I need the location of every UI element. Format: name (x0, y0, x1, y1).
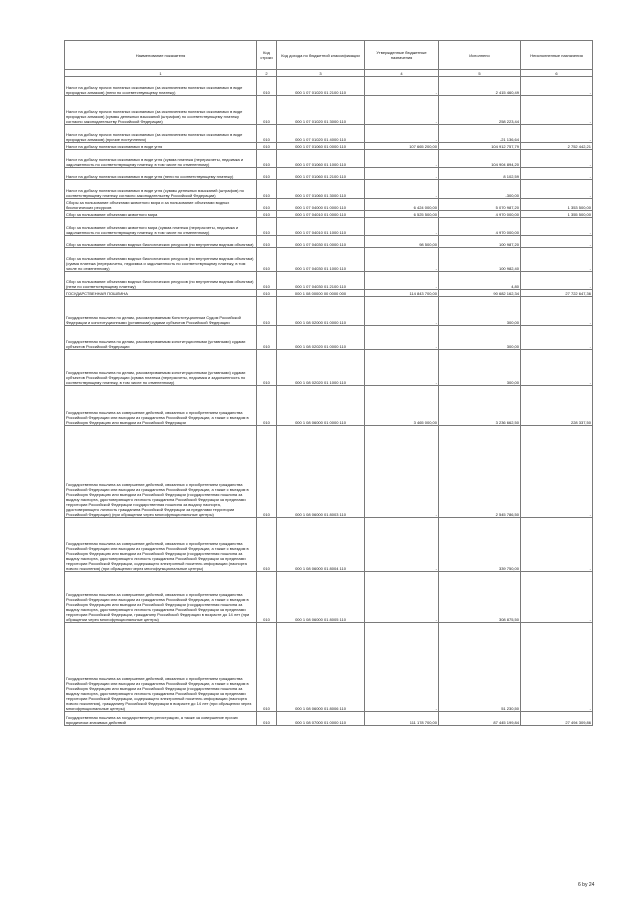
row-line-code: 010 (257, 236, 277, 248)
row-executed: 308 875,50 (439, 572, 521, 623)
row-budget-code: 000 1 07 04030 01 2100 110 (277, 272, 365, 290)
table-row (65, 150, 593, 168)
header-budget-code: Код дохода по бюджетной классификации (277, 41, 365, 70)
row-name: Сбор за пользование объектами водных биологических ресурсов (по внутренним водным объектам) (сумма платежа (перерасчеты, недоимка и задолженность по соответствующему платежу, в том числе по отмененному) (65, 248, 257, 272)
row-line-code: 010 (257, 168, 277, 180)
row-line-code: 010 (257, 248, 277, 272)
row-unexecuted: - (521, 77, 593, 96)
row-budget-code: 000 1 08 06000 01 0000 110 (277, 386, 365, 426)
row-line-code: 010 (257, 623, 277, 712)
row-approved: - (365, 96, 439, 125)
table-row (65, 272, 593, 290)
table-row (65, 248, 593, 272)
table-row (65, 623, 593, 712)
row-name: Сбор за пользование объектами водных биологических ресурсов (по внутренним водным объектам) (65, 236, 257, 248)
row-unexecuted: 27 722 647,36 (521, 290, 593, 297)
row-budget-code: 000 1 07 04030 01 1000 110 (277, 248, 365, 272)
row-approved: - (365, 168, 439, 180)
column-number: 6 (521, 70, 593, 77)
row-unexecuted: - (521, 272, 593, 290)
row-budget-code: 000 1 07 04010 01 0000 110 (277, 211, 365, 218)
row-line-code: 010 (257, 218, 277, 236)
row-executed: 3 236 662,50 (439, 386, 521, 426)
row-budget-code: 000 1 07 01020 01 4000 110 (277, 125, 365, 143)
table-row (65, 426, 593, 518)
row-name: Государственная пошлина за совершение действий, связанных с приобретением гражданства Российской Федерации или выходом из гражданства Российской Федерации, а также с въездом в Российскую Федерацию или выездом из Российской Федерации (государственная пошлина за выдачу паспорта, удостоверяющего личность гражданина Российской Федерации за пределами территории Российской Федерации государственная пошлина за выдачу паспорта, удостоверяющего личность гражданина Российской Федерации за пределами территории Российской Федерации) (при обращении через многофункциональные центры) (65, 426, 257, 518)
row-executed: 4 970 000,00 (439, 218, 521, 236)
row-line-code: 010 (257, 272, 277, 290)
row-name: Налог на добычу прочих полезных ископаемых (за исключением полезных ископаемых в виде природных алмазов) (прочие поступления) (65, 125, 257, 143)
row-budget-code: 000 1 07 01020 01 2100 110 (277, 77, 365, 96)
row-unexecuted: - (521, 572, 593, 623)
table-row (65, 518, 593, 572)
row-line-code: 010 (257, 211, 277, 218)
row-budget-code: 000 1 07 04000 01 0000 110 (277, 199, 365, 211)
row-line-code: 010 (257, 96, 277, 125)
row-unexecuted: 27 494 309,86 (521, 712, 593, 726)
header-approved: Утвержденные бюджетные назначения (365, 41, 439, 70)
row-executed: 258 223,44 (439, 96, 521, 125)
row-executed: 51 230,50 (439, 623, 521, 712)
row-executed: 2 415 460,49 (439, 77, 521, 96)
row-executed: 104 904 894,20 (439, 150, 521, 168)
row-budget-code: 000 1 08 06000 01 8005 110 (277, 572, 365, 623)
table-row (65, 218, 593, 236)
row-executed: 2 545 786,50 (439, 426, 521, 518)
row-name: Налог на добычу полезных ископаемых в виде угля (суммы денежных взысканий (штрафов) по соответствующему платежу согласно законодательству Российской Федерации) (65, 180, 257, 199)
row-line-code: 010 (257, 143, 277, 150)
row-name: Государственная пошлина по делам, рассматриваемым конституционными (уставными) судами субъектов Российской Федерации (65, 326, 257, 350)
row-executed: 8 102,59 (439, 168, 521, 180)
header-unexecuted: Неисполненные назначения (521, 41, 593, 70)
row-budget-code: 000 1 08 06000 01 8004 110 (277, 518, 365, 572)
table-row (65, 290, 593, 297)
row-executed: 300,00 (439, 326, 521, 350)
row-line-code: 010 (257, 350, 277, 386)
row-budget-code: 000 1 07 01020 01 3000 110 (277, 96, 365, 125)
row-unexecuted: 228 337,50 (521, 386, 593, 426)
row-line-code: 010 (257, 572, 277, 623)
row-approved: 107 665 200,00 (365, 143, 439, 150)
row-budget-code: 000 1 08 06000 01 8006 110 (277, 623, 365, 712)
row-name: Государственная пошлина за совершение действий, связанных с приобретением гражданства Российской Федерации или выходом из гражданства Российской Федерации, а также с въездом в Российскую Федерацию или выездом из Российской Федерации (государственная пошлина за выдачу паспорта, удостоверяющего личность гражданина Российской Федерации за пределами территории Российской Федерации, содержащего электронный носитель информации (паспорта нового поколения), гражданину Российской Федерации в возрасте до 14 лет (при обращении через многофункциональные центры) (65, 623, 257, 712)
row-executed: -21 136,64 (439, 125, 521, 143)
row-name: Налог на добычу полезных ископаемых в виде угля (пени по соответствующему платежу) (65, 168, 257, 180)
row-executed: 4 970 000,00 (439, 211, 521, 218)
row-approved: - (365, 350, 439, 386)
row-name: Сбор за пользование объектами животного мира (65, 211, 257, 218)
column-number: 5 (439, 70, 521, 77)
row-unexecuted: - (521, 125, 593, 143)
row-approved: - (365, 297, 439, 326)
row-executed: 4,80 (439, 272, 521, 290)
row-name: Налог на добычу полезных ископаемых в виде угля (65, 143, 257, 150)
row-approved: - (365, 218, 439, 236)
row-approved: - (365, 623, 439, 712)
row-budget-code: 000 1 07 01060 01 0000 110 (277, 143, 365, 150)
row-name: Сборы за пользование объектами животного мира и за пользование объектами водных биологических ресурсов (65, 199, 257, 211)
row-name: Налог на добычу прочих полезных ископаемых (за исключением полезных ископаемых в виде природных алмазов) (суммы денежных взысканий (штрафов) по соответствующему платежу согласно законодательству Российской Федерации) (65, 96, 257, 125)
row-budget-code: 000 1 08 02020 01 1000 110 (277, 350, 365, 386)
budget-execution-table (64, 40, 593, 726)
row-name: Налог на добычу полезных ископаемых в виде угля (сумма платежа (перерасчеты, недоимка и задолженность по соответствующему платежу, в том числе по отмененному) (65, 150, 257, 168)
table-body (65, 77, 593, 726)
header-indicator-name: Наименование показателя (65, 41, 257, 70)
row-unexecuted: - (521, 168, 593, 180)
row-budget-code: 000 1 07 01060 01 3000 110 (277, 180, 365, 199)
row-approved: - (365, 125, 439, 143)
table-row (65, 96, 593, 125)
row-executed: 100 987,20 (439, 236, 521, 248)
row-unexecuted: - (521, 96, 593, 125)
row-unexecuted: - (521, 297, 593, 326)
row-unexecuted: 1 355 500,00 (521, 211, 593, 218)
row-executed: 100 982,40 (439, 248, 521, 272)
row-executed: 87 445 199,84 (439, 712, 521, 726)
row-line-code: 010 (257, 712, 277, 726)
row-name: Государственная пошлина за государственную регистрацию, а также за совершение прочих юридически значимых действий (65, 712, 257, 726)
row-name: Государственная пошлина за совершение действий, связанных с приобретением гражданства Российской Федерации или выходом из гражданства Российской Федерации, а также с въездом в Российскую Федерацию или выездом из Российской Федерации (государственная пошлина за выдачу паспорта, удостоверяющего личность гражданина Российской Федерации за пределами территории Российской Федерации, гражданину Российской Федерации в возрасте до 14 лет (при обращении через многофункциональные центры) (65, 572, 257, 623)
row-executed: 90 682 162,34 (439, 290, 521, 297)
table-row (65, 297, 593, 326)
table-row (65, 326, 593, 350)
column-number-row (65, 70, 593, 77)
row-unexecuted: - (521, 350, 593, 386)
row-line-code: 010 (257, 426, 277, 518)
header-line-code: Код строки (257, 41, 277, 70)
row-budget-code: 000 1 08 06000 01 8003 110 (277, 426, 365, 518)
row-approved: 114 843 700,00 (365, 290, 439, 297)
table-row (65, 168, 593, 180)
row-unexecuted: - (521, 236, 593, 248)
row-line-code: 010 (257, 518, 277, 572)
row-unexecuted: - (521, 218, 593, 236)
row-budget-code: 000 1 08 07000 01 0000 110 (277, 712, 365, 726)
row-unexecuted: - (521, 623, 593, 712)
row-unexecuted: - (521, 150, 593, 168)
table-row (65, 350, 593, 386)
row-approved: - (365, 518, 439, 572)
table-row (65, 386, 593, 426)
row-unexecuted: - (521, 426, 593, 518)
table-row (65, 125, 593, 143)
row-name: Сбор за пользование объектами животного мира (сумма платежа (перерасчеты, недоимка и задолженность по соответствующему платежу, в том числе по отмененному) (65, 218, 257, 236)
row-name: Сбор за пользование объектами водных биологических ресурсов (по внутренним водным объектам) (пени по соответствующему платежу) (65, 272, 257, 290)
row-unexecuted: - (521, 248, 593, 272)
row-approved: - (365, 180, 439, 199)
row-executed: 104 912 757,79 (439, 143, 521, 150)
row-approved: - (365, 150, 439, 168)
row-line-code: 010 (257, 297, 277, 326)
row-approved: - (365, 77, 439, 96)
row-line-code: 010 (257, 326, 277, 350)
row-executed: 339 750,00 (439, 518, 521, 572)
row-line-code: 010 (257, 386, 277, 426)
table-row (65, 77, 593, 96)
row-budget-code: 000 1 07 04010 01 1000 110 (277, 218, 365, 236)
column-number: 2 (257, 70, 277, 77)
row-approved: 6 525 500,00 (365, 211, 439, 218)
page-number: 6 by 24 (578, 882, 595, 888)
column-number: 1 (65, 70, 257, 77)
row-approved: 111 178 700,00 (365, 712, 439, 726)
row-budget-code: 000 1 07 01060 01 2100 110 (277, 168, 365, 180)
row-approved: 3 465 000,00 (365, 386, 439, 426)
row-approved: - (365, 272, 439, 290)
row-line-code: 010 (257, 125, 277, 143)
header-executed: Исполнено (439, 41, 521, 70)
row-unexecuted: - (521, 180, 593, 199)
row-approved: 6 424 000,00 (365, 199, 439, 211)
row-approved: - (365, 248, 439, 272)
row-approved: 98 500,00 (365, 236, 439, 248)
row-line-code: 010 (257, 199, 277, 211)
column-number: 3 (277, 70, 365, 77)
table-row (65, 143, 593, 150)
row-name: Государственная пошлина за совершение действий, связанных с приобретением гражданства Российской Федерации или выходом из гражданства Российской Федерации, а также с въездом в Российскую Федерацию или выездом из Российской Федерации (65, 386, 257, 426)
column-number: 4 (365, 70, 439, 77)
row-unexecuted: - (521, 326, 593, 350)
row-unexecuted: 1 353 500,00 (521, 199, 593, 211)
table-row (65, 572, 593, 623)
row-line-code: 010 (257, 180, 277, 199)
row-executed: -300,00 (439, 180, 521, 199)
table-row (65, 236, 593, 248)
row-budget-code: 000 1 08 02020 01 0000 110 (277, 326, 365, 350)
table-row (65, 712, 593, 726)
row-executed: 300,00 (439, 297, 521, 326)
row-approved: - (365, 426, 439, 518)
row-unexecuted: - (521, 518, 593, 572)
row-budget-code: 000 1 07 04030 01 0000 110 (277, 236, 365, 248)
table-row (65, 199, 593, 211)
row-approved: - (365, 572, 439, 623)
header-row (65, 41, 593, 70)
row-name: Государственная пошлина за совершение действий, связанных с приобретением гражданства Российской Федерации или выходом из гражданства Российской Федерации, а также с въездом в Российскую Федерацию или выездом из Российской Федерации (государственная пошлина за выдачу паспорта, удостоверяющего личность гражданина Российской Федерации за пределами территории Российской Федерации, содержащего электронный носитель информации (паспорта нового поколения) (при обращении через многофункциональные центры) (65, 518, 257, 572)
row-approved: - (365, 326, 439, 350)
row-line-code: 010 (257, 77, 277, 96)
table-row (65, 180, 593, 199)
row-line-code: 010 (257, 290, 277, 297)
row-budget-code: 000 1 08 02000 01 0000 110 (277, 297, 365, 326)
row-budget-code: 000 1 08 00000 00 0000 000 (277, 290, 365, 297)
row-name: Государственная пошлина по делам, рассматриваемым Конституционным Судом Российской Федерации и конституционными (уставными) судами субъектов Российской Федерации (65, 297, 257, 326)
row-unexecuted: 2 752 442,21 (521, 143, 593, 150)
row-budget-code: 000 1 07 01060 01 1000 110 (277, 150, 365, 168)
table-row (65, 211, 593, 218)
row-name: ГОСУДАРСТВЕННАЯ ПОШЛИНА (65, 290, 257, 297)
row-line-code: 010 (257, 150, 277, 168)
row-name: Налог на добычу прочих полезных ископаемых (за исключением полезных ископаемых в виде природных алмазов) (пени по соответствующему платежу) (65, 77, 257, 96)
row-executed: 5 070 987,20 (439, 199, 521, 211)
row-executed: 300,00 (439, 350, 521, 386)
row-name: Государственная пошлина по делам, рассматриваемым конституционными (уставными) судами субъектов Российской Федерации (сумма платежа (перерасчеты, недоимка и задолженность по соответствующему платежу, в том числе по отмененному) (65, 350, 257, 386)
